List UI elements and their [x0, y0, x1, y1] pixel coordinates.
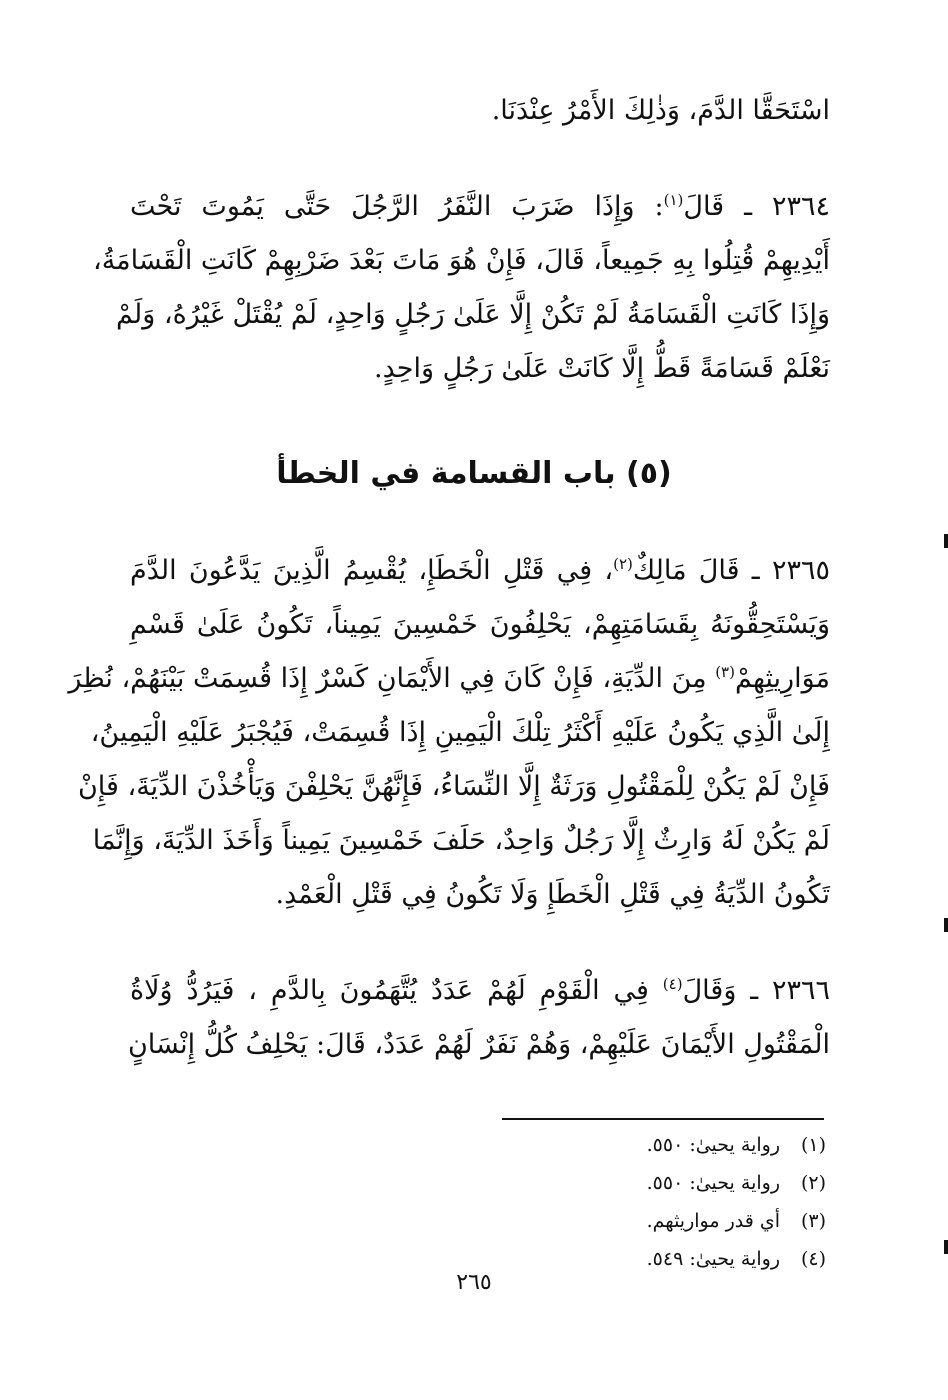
- footnote-number: (١): [800, 1134, 826, 1156]
- footnote-item: [406, 1202, 826, 1240]
- footnote-number: (٣): [800, 1210, 826, 1232]
- page-number: ٢٦٥: [456, 1270, 492, 1295]
- footnote-ref[interactable]: (١): [663, 191, 684, 209]
- footnote-number: (٢): [800, 1172, 826, 1194]
- footnote-ref[interactable]: (٣): [715, 663, 735, 681]
- text-line: [130, 180, 830, 234]
- text-line: [68, 652, 830, 706]
- paragraph-number-text: ٢٣٦٥ ـ قَالَ مَالِكٌ: [632, 555, 830, 586]
- footnote-ref[interactable]: (٤): [662, 975, 683, 993]
- footnote-item: [406, 1164, 826, 1202]
- footnotes: [406, 1126, 826, 1278]
- text-line: الْمَقْتُولِ الأَيْمَانَ عَلَيْهِمْ، وَهُمْ نَفَرٌ لَهُمْ عَدَدٌ، قَالَ: يَحْلِفُ كُلُّ إِنْسَانٍ: [127, 1029, 830, 1060]
- text-segment: : وَإِذَا ضَرَبَ النَّفَرُ الرَّجُلَ حَتَّى يَمُوتَ تَحْتَ: [130, 191, 664, 222]
- text-segment: مِنَ الدِّيَةِ، فَإِنْ كَانَ فِي الأَيْمَانِ كَسْرٌ إِذَا قُسِمَتْ بَيْنَهُمْ، نُظِرَ: [68, 663, 716, 694]
- paragraph-continuation: [130, 84, 830, 138]
- paragraph-2366: [127, 964, 830, 1072]
- text-line: [130, 544, 830, 598]
- paragraph-number-text: ٢٣٦٤ ـ قَالَ: [683, 191, 831, 222]
- text-segment: ، فِي قَتْلِ الْخَطَإِ، يُقْسِمُ الَّذِينَ يَدَّعُونَ الدَّمَ: [130, 555, 614, 586]
- text-line: لَمْ يَكُنْ لَهُ وَارِثٌ إِلَّا رَجُلٌ وَاحِدٌ، حَلَفَ خَمْسِينَ يَمِيناً وَأَخَذَ الدِّيَةَ، وَإِنَّمَا: [92, 825, 830, 856]
- scan-edge-mark: [944, 918, 948, 932]
- footnote-text: رواية يحيىٰ: ٥٥٠.: [646, 1172, 780, 1194]
- scan-edge-mark: [944, 1240, 948, 1254]
- text-segment: مَوَارِيثِهِمْ: [734, 663, 830, 694]
- paragraph-number-text: ٢٣٦٦ ـ وَقَالَ: [682, 975, 830, 1006]
- paragraph-2365: [68, 544, 830, 922]
- footnote-number: (٤): [800, 1248, 826, 1270]
- chapter-heading: (٥) باب القسامة في الخطأ: [276, 456, 672, 491]
- footnote-ref[interactable]: (٢): [613, 555, 633, 573]
- text-line: وَيَسْتَحِقُّونَهُ بِقَسَامَتِهِمْ، يَحْلِفُونَ خَمْسِينَ يَمِيناً، تَكُونُ عَلَىٰ قَسْمِ: [130, 609, 830, 640]
- footnote-text: أي قدر مواريثهم.: [646, 1210, 780, 1232]
- scan-edge-mark: [944, 534, 948, 548]
- paragraph-2364: [92, 180, 831, 396]
- text-line: [130, 964, 830, 1018]
- text-line: إِلَىٰ الَّذِي يَكُونُ عَلَيْهِ أَكْثَرُ تِلْكَ الْيَمِينِ إِذَا قُسِمَتْ، فَيُجْبَرُ عَلَيْهِ الْيَمِينُ،: [90, 717, 830, 748]
- text-line: اسْتَحَقَّا الدَّمَ، وَذٰلِكَ الأَمْرُ عِنْدَنَا.: [491, 95, 830, 126]
- text-line: تَكُونُ الدِّيَةُ فِي قَتْلِ الْخَطَإِ وَلَا تَكُونُ فِي قَتْلِ الْعَمْدِ.: [275, 879, 830, 910]
- text-line: نَعْلَمْ قَسَامَةً قَطُّ إِلَّا كَانَتْ عَلَىٰ رَجُلٍ وَاحِدٍ.: [374, 353, 830, 384]
- text-line: وَإِذَا كَانَتِ الْقَسَامَةُ لَمْ تَكُنْ إِلَّا عَلَىٰ رَجُلٍ وَاحِدٍ، لَمْ يُقْتَلْ غَيْرُهُ، وَلَمْ: [116, 299, 830, 330]
- footnote-text: رواية يحيىٰ: ٥٥٠.: [646, 1134, 780, 1156]
- text-line: أَيْدِيهِمْ قُتِلُوا بِهِ جَمِيعاً، قَالَ، فَإِنْ هُوَ مَاتَ بَعْدَ ضَرْبِهِمْ كَانَتِ الْقَسَامَةُ،: [92, 245, 830, 276]
- footnote-divider: [502, 1118, 824, 1120]
- footnote-item: [406, 1126, 826, 1164]
- footnote-text: رواية يحيىٰ: ٥٤٩.: [646, 1248, 780, 1270]
- text-segment: فِي الْقَوْمِ لَهُمْ عَدَدٌ يُتَّهَمُونَ بِالدَّمِ ، فَيَرُدُّ وُلَاةُ: [130, 975, 663, 1006]
- text-line: فَإِنْ لَمْ يَكُنْ لِلْمَقْتُولِ وَرَثَةٌ إِلَّا النِّسَاءُ، فَإِنَّهُنَّ يَحْلِفْنَ وَيَأْخُذْنَ الدِّيَةَ، فَإِنْ: [77, 771, 830, 802]
